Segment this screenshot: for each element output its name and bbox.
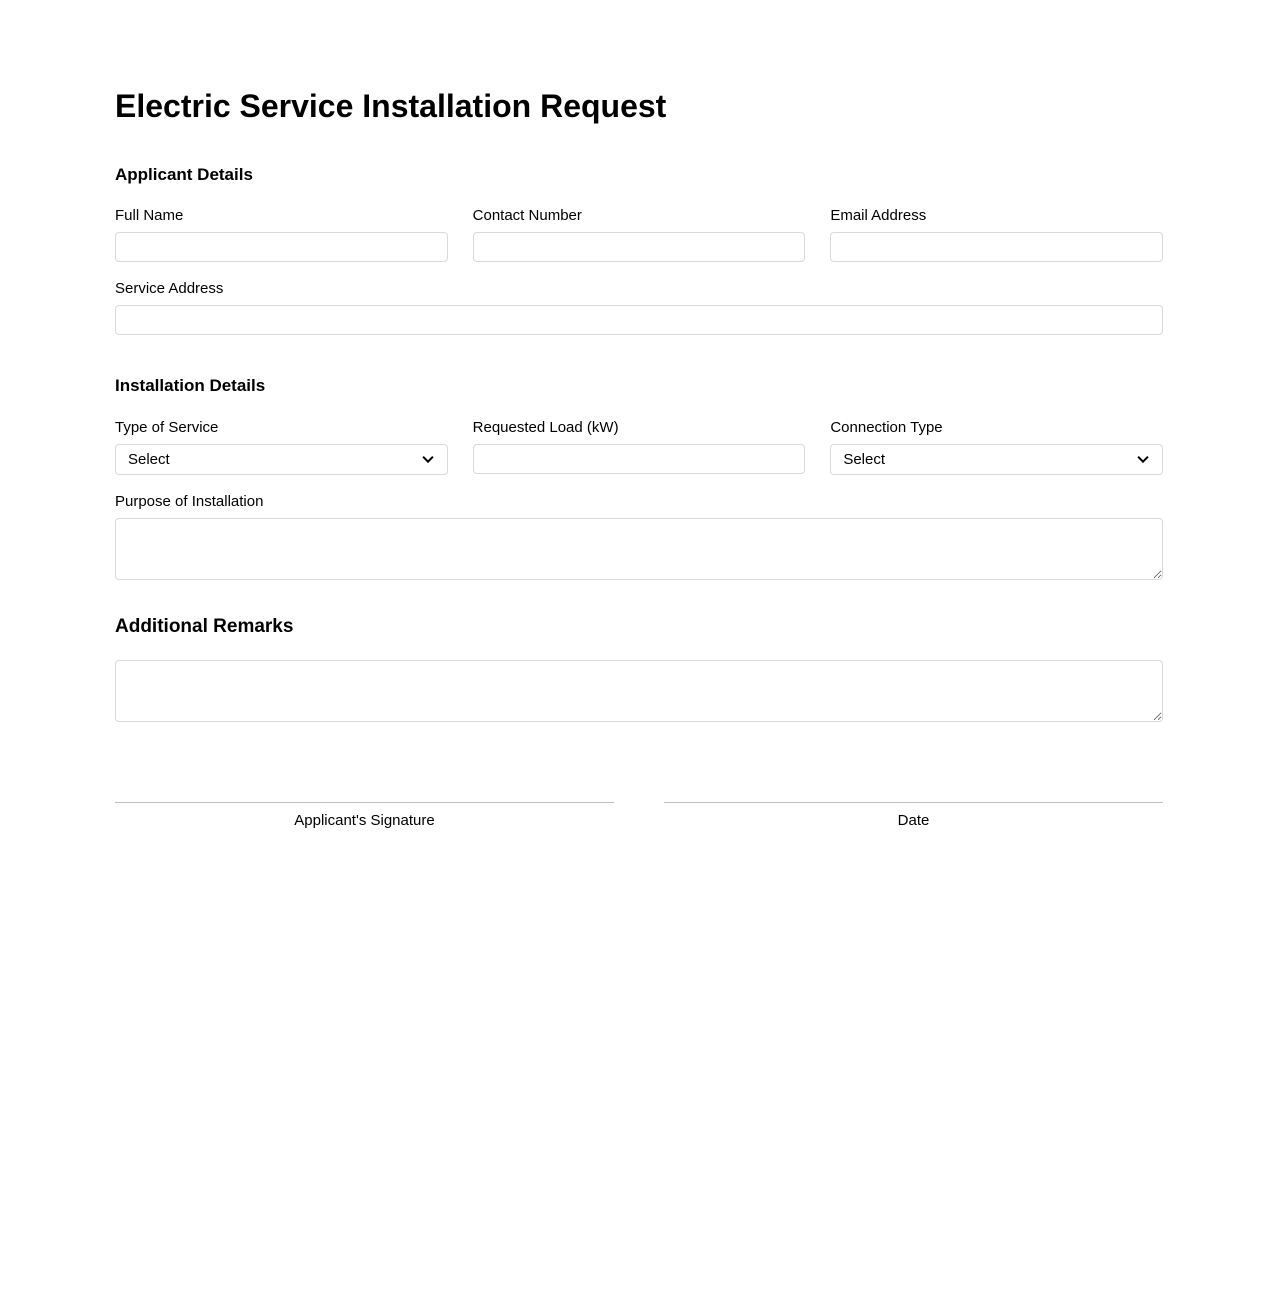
email-address-field-group	[830, 207, 1163, 262]
installation-fields-row	[115, 419, 1163, 475]
email-address-input[interactable]	[830, 232, 1163, 262]
full-name-input[interactable]	[115, 232, 448, 262]
full-name-label: Full Name	[115, 207, 184, 225]
requested-load-field-group	[473, 419, 806, 475]
date-signature-block	[664, 802, 1163, 830]
purpose-of-installation-textarea[interactable]	[115, 518, 1163, 580]
connection-type-select-wrap	[830, 444, 1163, 475]
service-address-field-group	[115, 280, 1163, 335]
applicant-signature-label: Applicant's Signature	[294, 811, 435, 829]
contact-number-input[interactable]	[473, 232, 806, 262]
section-heading-additional-remarks: Additional Remarks	[115, 615, 294, 637]
type-of-service-select[interactable]	[115, 444, 448, 475]
section-heading-applicant-details: Applicant Details	[115, 164, 253, 184]
full-name-field-group	[115, 207, 448, 262]
requested-load-input[interactable]	[473, 444, 806, 474]
applicant-signature-block	[115, 802, 614, 830]
page-title: Electric Service Installation Request	[115, 88, 667, 124]
requested-load-label: Requested Load (kW)	[472, 418, 619, 436]
email-address-label: Email Address	[830, 207, 927, 225]
additional-remarks-textarea[interactable]	[115, 660, 1163, 722]
service-address-input[interactable]	[115, 305, 1163, 335]
applicant-fields-row	[115, 207, 1163, 262]
contact-number-label: Contact Number	[472, 207, 582, 225]
type-of-service-field-group	[115, 419, 448, 475]
section-heading-installation-details: Installation Details	[115, 376, 266, 396]
purpose-field-group	[115, 493, 1163, 580]
form-container	[115, 0, 1163, 830]
contact-number-field-group	[473, 207, 806, 262]
connection-type-select[interactable]	[830, 444, 1163, 475]
type-of-service-select-wrap	[115, 444, 448, 475]
signature-row	[115, 802, 1163, 830]
connection-type-field-group	[830, 419, 1163, 475]
type-of-service-label: Type of Service	[115, 418, 219, 436]
service-address-label: Service Address	[115, 280, 224, 298]
purpose-of-installation-label: Purpose of Installation	[115, 492, 264, 510]
connection-type-label: Connection Type	[830, 418, 943, 436]
date-label: Date	[897, 811, 930, 829]
